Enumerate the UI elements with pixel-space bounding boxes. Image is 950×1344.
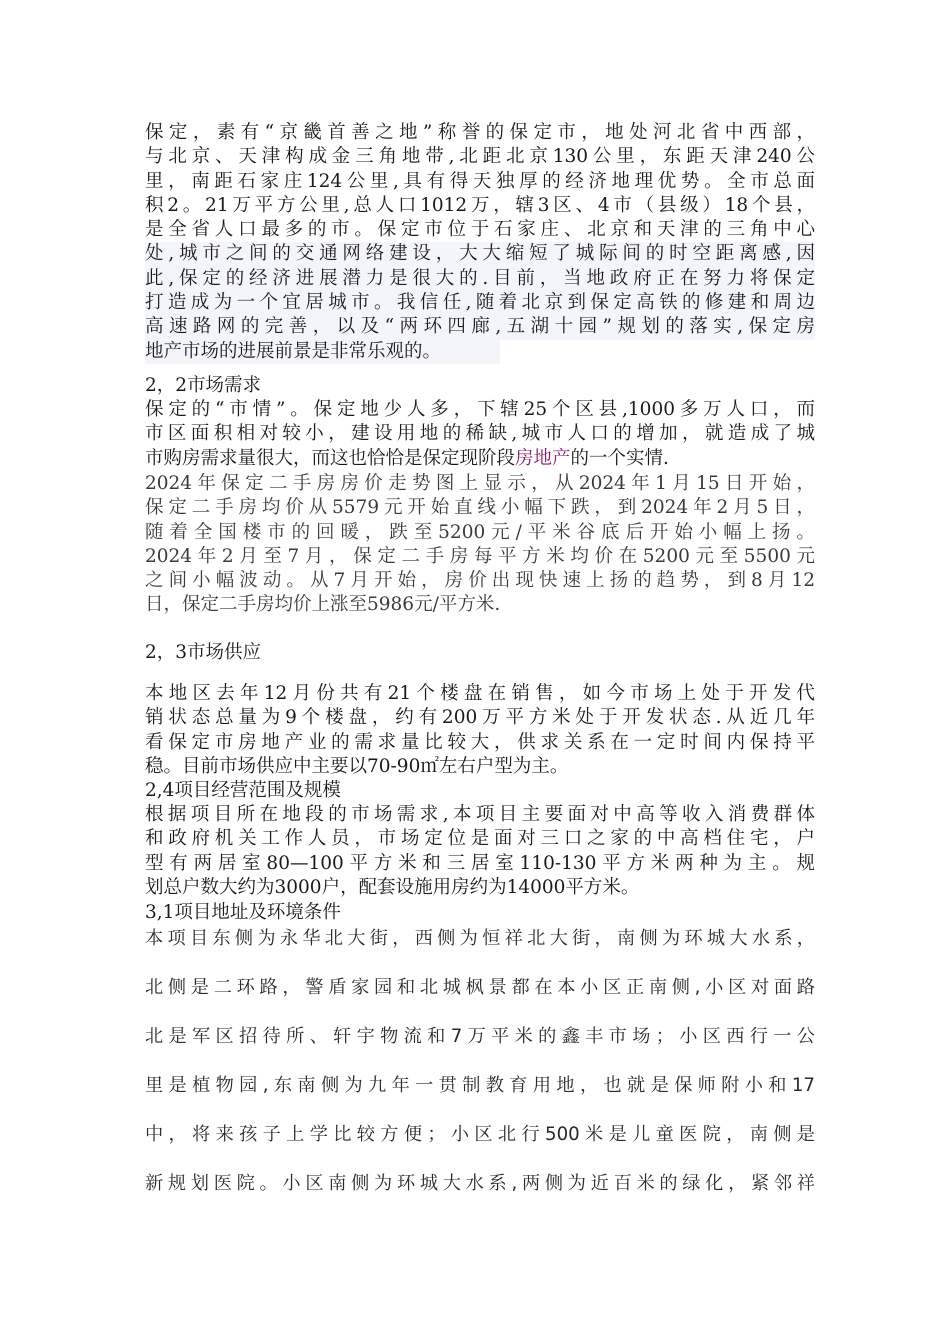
text-line [145,447,815,471]
text-line: 此,保定的经济进展潜力是很大的.目前，当地政府正在努力将保定 [145,267,815,291]
text-line: 本地区去年12月份共有21个楼盘在销售，如今市场上处于开发代 [145,683,815,704]
heading-project-scope: 2,4项目经营范围及规模 [145,780,341,801]
text-line: 是全省人口最多的市。保定市位于石家庄、北京和天津的三角中心 [145,219,815,241]
text-line: 地产市场的进展前景是非常乐观的。 [145,340,500,364]
text-line: 本项目东侧为永华北大街，西侧为恒祥北大街，南侧为环城大水系， [145,928,815,949]
location-paragraph [145,927,815,1221]
text-line: 处,城市之间的交通网络建设，大大缩短了城际间的时空距离感,因 [145,242,815,266]
text-line: 市区面积相对较小，建设用地的稀缺,城市人口的增加，就造成了城 [145,423,815,445]
text-line: 稳。目前市场供应中主要以70-90㎡左右户型为主。 [145,755,569,777]
text-line: 保定的“市情”。保定地少人多，下辖25个区县,1000多万人口，而 [145,399,815,420]
text-line: 里是植物园,东南侧为九年一贯制教育用地，也就是保师附小和17 [145,1075,815,1096]
text-line: 划总户数大约为3000户，配套设施用房约为14000平方米。 [145,876,640,898]
text-line: 打造成为一个宜居城市。我信任,随着北京到保定高铁的修建和周边 [145,291,815,315]
text-line: 销状态总量为9个楼盘，约有200万平方米处于开发状态.从近几年 [145,707,815,729]
text-line: 随着全国楼市的回暖，跌至5200元/平米谷底后开始小幅上扬。 [145,521,815,543]
heading-project-location: 3,1项目地址及环境条件 [145,902,341,923]
text-line: 日，保定二手房均价上涨至5986元/平方米. [145,594,501,616]
text-line: 2024年保定二手房房价走势图上显示，从2024年1月15日开始， [145,473,815,494]
text-line: 看保定市房地产业的需求量比较大，供求关系在一定时间内保持平 [145,731,815,753]
text-line: 和政府机关工作人员，市场定位是面对三口之家的中高档住宅，户 [145,828,815,850]
text-line: 里，南距石家庄124公里,具有得天独厚的经济地理优势。全市总面 [145,170,815,192]
text-line: 高速路网的完善，以及“两环四廊,五湖十园”规划的落实,保定房 [145,315,815,339]
text-line: 之间小幅波动。从7月开始，房价出现快速上扬的趋势，到8月12 [145,570,815,592]
real-estate-link[interactable]: 房地产 [515,447,571,469]
text-line: 保定二手房均价从5579元开始直线小幅下跌，到2024年2月5日， [145,497,815,519]
intro-paragraph [145,121,815,364]
text-line: 积2。21万平方公里,总人口1012万，辖3区、4市（县级）18个县， [145,194,815,216]
text-line: 新规划医院。小区南侧为环城大水系,两侧为近百米的绿化，紧邻祥 [145,1173,815,1194]
supply-paragraph [145,682,815,779]
heading-market-demand: 2，2市场需求 [145,375,262,396]
text-line: 中，将来孩子上学比较方便；小区北行500米是儿童医院，南侧是 [145,1124,815,1145]
text-line: 北侧是二环路，警盾家园和北城枫景都在本小区正南侧,小区对面路 [145,977,815,998]
text-line: 北是军区招待所、轩宇物流和7万平米的鑫丰市场；小区西行一公 [145,1026,815,1047]
demand-paragraph [145,398,815,471]
scope-paragraph [145,803,815,900]
text-line: 保定，素有“京畿首善之地”称誉的保定市，地处河北省中西部， [145,122,815,143]
heading-market-supply: 2，3市场供应 [145,642,262,663]
text-segment: 市购房需求量很大，而这也恰恰是保定现阶段 [145,447,516,469]
text-line: 2024年2月至7月，保定二手房每平方米均价在5200元至5500元 [145,545,815,567]
text-segment: 的一个实情. [570,447,669,469]
price-trend-paragraph [145,472,815,618]
text-line: 型有两居室80—100平方米和三居室110-130平方米两种为主。规 [145,852,815,874]
text-line: 与北京、天津构成金三角地带,北距北京130公里，东距天津240公 [145,146,815,168]
text-line: 根据项目所在地段的市场需求,本项目主要面对中高等收入消费群体 [145,804,815,825]
